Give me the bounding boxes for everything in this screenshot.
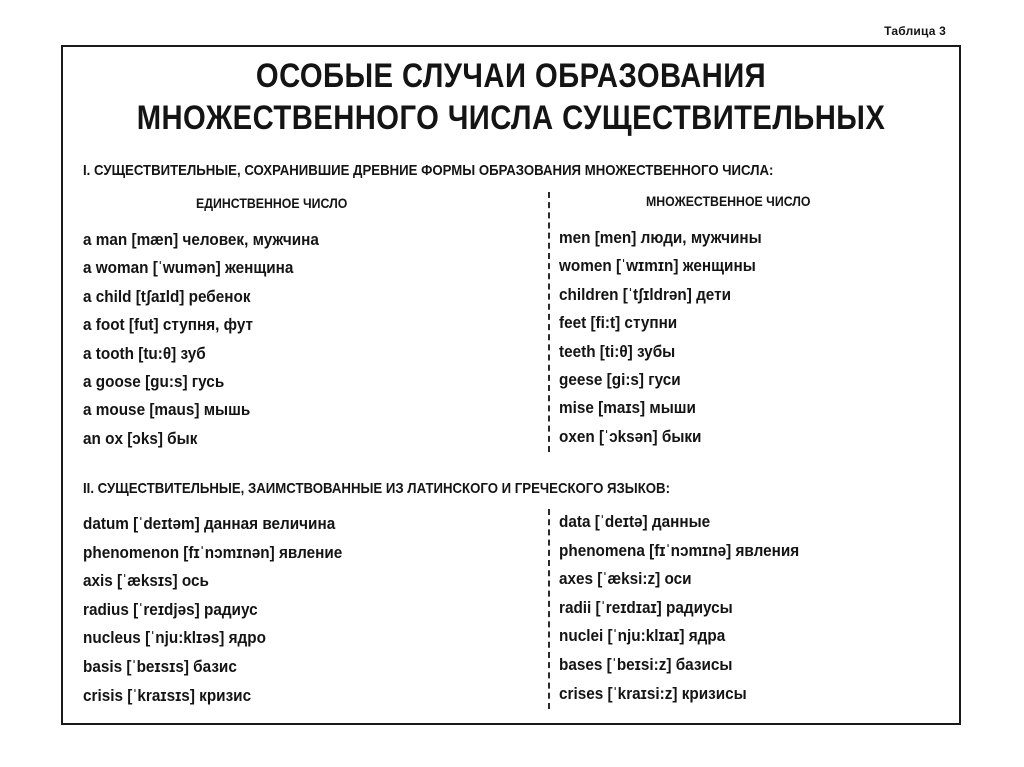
list-item: phenomenon [fɪˈnɔmɪnən] явление — [83, 542, 343, 562]
page-title-line-1: ОСОБЫЕ СЛУЧАИ ОБРАЗОВАНИЯ — [255, 57, 767, 95]
list-item: phenomena [fɪˈnɔmɪnə] явления — [559, 540, 800, 560]
list-item: feet [fi:t] ступни — [559, 313, 678, 333]
list-item: a tooth [tu:θ] зуб — [83, 343, 206, 363]
section-2-column-divider — [548, 509, 550, 709]
plural-column-header: МНОЖЕСТВЕННОЕ ЧИСЛО — [646, 193, 811, 209]
list-item: oxen [ˈɔksən] быки — [559, 426, 702, 446]
section-1-singular-list — [83, 226, 345, 453]
list-item: a goose [gu:s] гусь — [83, 371, 225, 391]
list-item: bases [ˈbeɪsi:z] базисы — [559, 654, 733, 674]
list-item: a foot [fut] ступня, фут — [83, 315, 254, 335]
list-item: a woman [ˈwumən] женщина — [83, 258, 294, 278]
list-item: teeth [ti:θ] зубы — [559, 341, 676, 361]
page-title-line-2: МНОЖЕСТВЕННОГО ЧИСЛА СУЩЕСТВИТЕЛЬНЫХ — [136, 99, 886, 137]
list-item: axis [ˈæksɪs] ось — [83, 571, 209, 591]
list-item: radii [ˈreɪdɪaɪ] радиусы — [559, 597, 733, 617]
list-item: axes [ˈæksi:z] оси — [559, 569, 692, 589]
list-item: men [men] люди, мужчины — [559, 228, 762, 247]
section-1-plural-list — [559, 224, 784, 451]
list-item: crises [ˈkraɪsi:z] кризисы — [559, 683, 747, 703]
section-1-heading: I. СУЩЕСТВИТЕЛЬНЫЕ, СОХРАНИВШИЕ ДРЕВНИЕ ФОРМЫ ОБРАЗОВАНИЯ МНОЖЕСТВЕННОГО ЧИСЛА: — [83, 162, 774, 179]
list-item: geese [gi:s] гуси — [559, 369, 681, 389]
list-item: mise [maɪs] мыши — [559, 398, 696, 418]
list-item: nucleus [ˈnju:klɪəs] ядро — [83, 628, 266, 648]
list-item: a mouse [maus] мышь — [83, 400, 251, 420]
list-item: a man [mæn] человек, мужчина — [83, 230, 319, 249]
list-item: radius [ˈreɪdjəs] радиус — [83, 599, 258, 619]
list-item: data [ˈdeɪtə] данные — [559, 512, 711, 531]
section-2-heading: II. СУЩЕСТВИТЕЛЬНЫЕ, ЗАИМСТВОВАННЫЕ ИЗ ЛАТИНСКОГО И ГРЕЧЕСКОГО ЯЗЫКОВ: — [83, 480, 670, 497]
singular-column-header: ЕДИНСТВЕННОЕ ЧИСЛО — [196, 195, 348, 211]
list-item: children [ˈtʃɪldrən] дети — [559, 284, 732, 304]
list-item: nuclei [ˈnju:klɪaɪ] ядра — [559, 626, 726, 646]
table-number-label: Таблица 3 — [884, 24, 946, 38]
list-item: crisis [ˈkraɪsɪs] кризис — [83, 685, 252, 705]
list-item: basis [ˈbeɪsɪs] базис — [83, 656, 237, 676]
list-item: an ox [ɔks] бык — [83, 428, 198, 448]
section-2-singular-list — [83, 510, 371, 710]
list-item: women [ˈwɪmɪn] женщины — [559, 256, 756, 276]
table-frame — [61, 45, 961, 725]
list-item: datum [ˈdeɪtəm] данная величина — [83, 514, 336, 533]
list-item: a child [tʃaɪld] ребенок — [83, 286, 251, 306]
section-1-column-divider — [548, 192, 550, 452]
section-2-plural-list — [559, 508, 826, 708]
